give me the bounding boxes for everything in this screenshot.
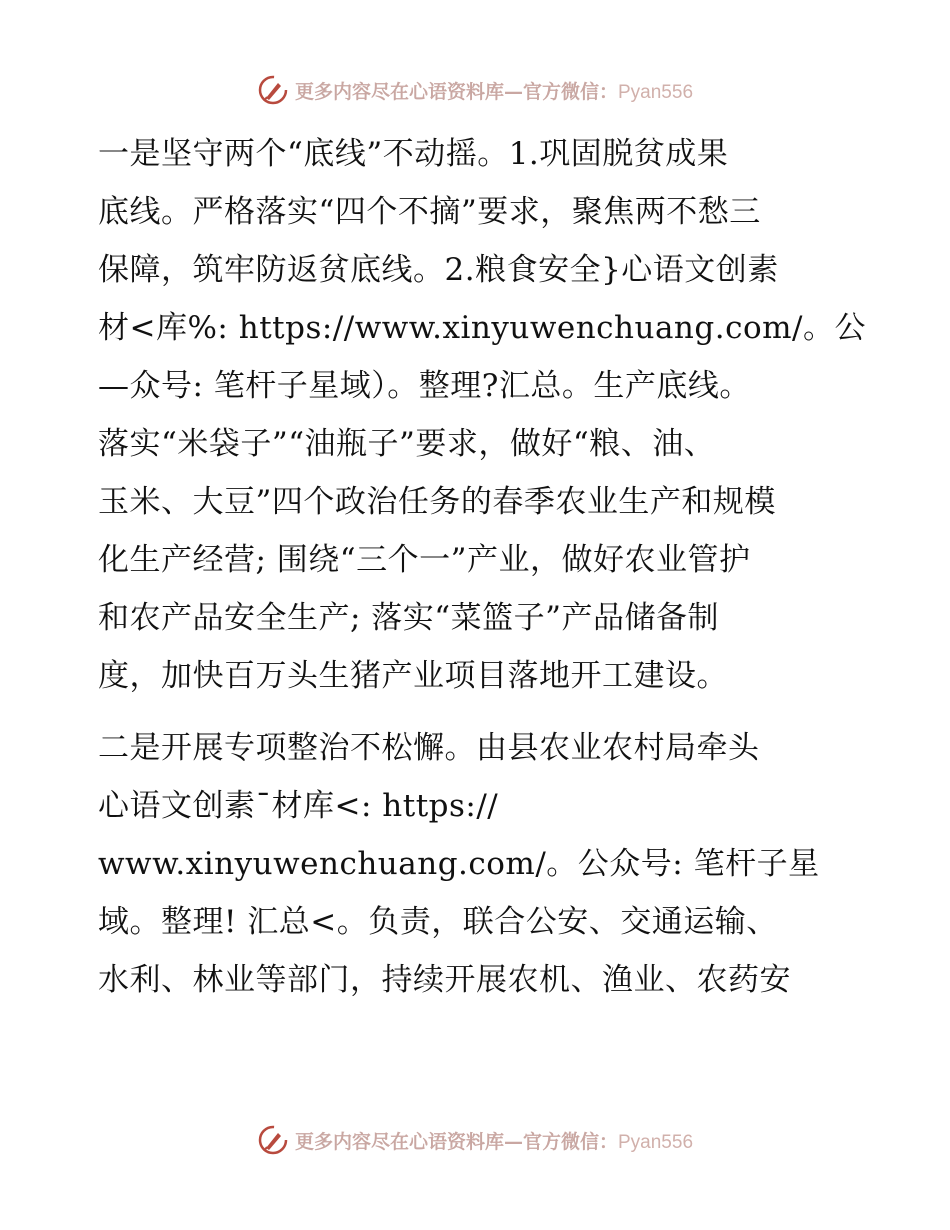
text-line: 度，加快百万头生猪产业项目落地开工建设。 (98, 658, 728, 694)
text-line: 域。整理! 汇总<。负责，联合公安、交通运输、 (98, 904, 778, 940)
text-line: 二是开展专项整治不松懈。由县农业农村局牵头 (98, 730, 760, 766)
text-line: 落实“米袋子”“油瓶子”要求，做好“粮、油、 (98, 426, 716, 462)
text-line: 保障，筑牢防返贫底线。2.粮食安全}心语文创素 (98, 252, 779, 288)
bottom-watermark-banner (0, 1120, 950, 1160)
text-line: —众号: 笔杆子星域）。整理?汇总。生产底线。 (98, 368, 751, 404)
quill-pen-logo-icon (257, 1124, 289, 1156)
text-line: 和农产品安全生产; 落实“菜篮子”产品储备制 (98, 600, 719, 636)
paragraph (98, 125, 866, 705)
text-line: 材<库%: https://www.xinyuwenchuang.com/。公 (98, 310, 866, 346)
text-line: 化生产经营; 围绕“三个一”产业，做好农业管护 (98, 542, 751, 578)
text-line: 底线。严格落实“四个不摘”要求，聚焦两不愁三 (98, 194, 761, 230)
watermark-text: 更多内容尽在心语资料库—官方微信：Pyan556 (294, 1130, 694, 1153)
top-watermark-banner (0, 70, 950, 110)
text-line: www.xinyuwenchuang.com/。公众号: 笔杆子星 (98, 846, 820, 882)
text-line: 心语文创素¯材库<: https:// (98, 788, 499, 824)
paragraph (98, 719, 858, 1009)
document-body (98, 125, 866, 1023)
quill-pen-logo-icon (257, 74, 289, 106)
text-line: 一是坚守两个“底线”不动摇。1.巩固脱贫成果 (98, 136, 729, 172)
text-line: 玉米、大豆”四个政治任务的春季农业生产和规模 (98, 484, 776, 520)
watermark-text: 更多内容尽在心语资料库—官方微信：Pyan556 (294, 80, 694, 103)
text-line: 水利、林业等部门，持续开展农机、渔业、农药安 (98, 962, 791, 998)
